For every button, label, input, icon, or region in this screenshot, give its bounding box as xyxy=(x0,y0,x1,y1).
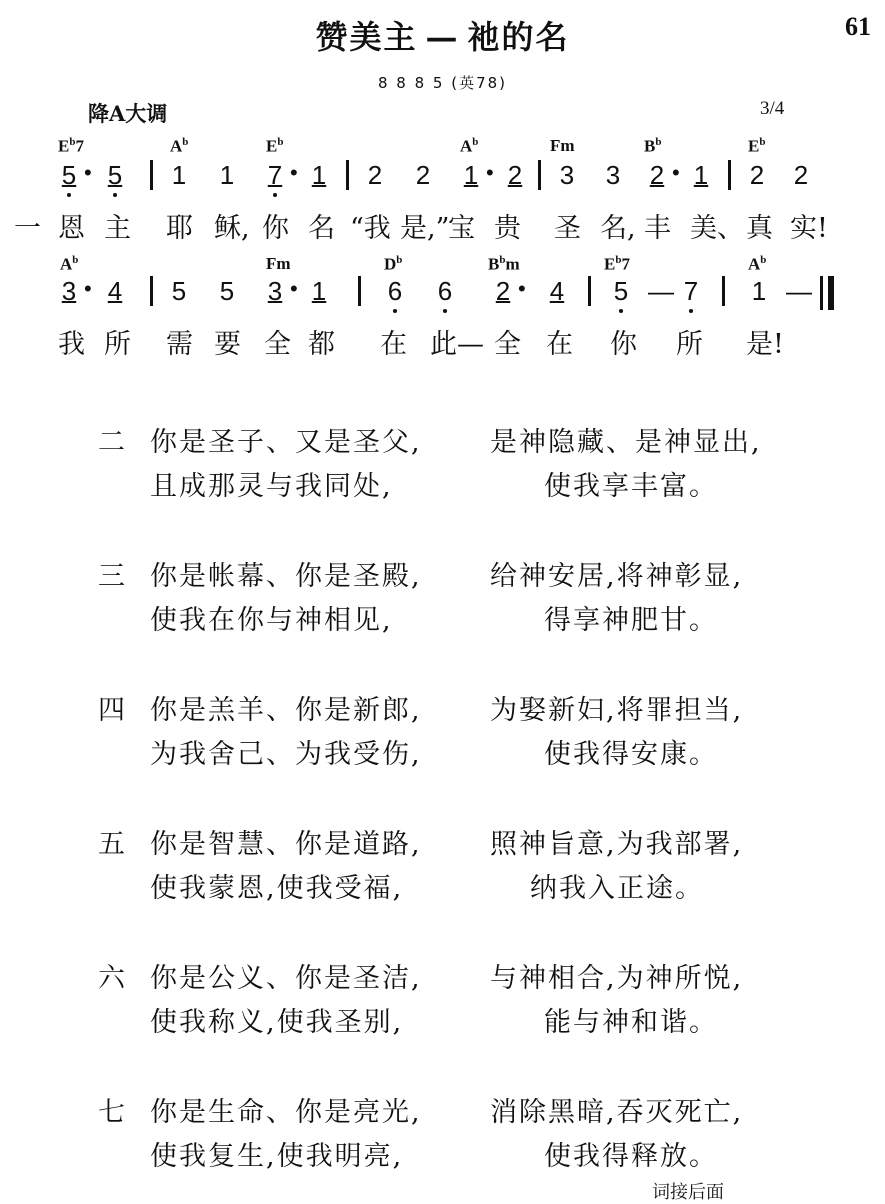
verse-line: 是神隐藏、是神显出, xyxy=(490,427,762,458)
note: 3 xyxy=(559,160,575,190)
verse-line: 你是智慧、你是道路, xyxy=(150,829,422,860)
note: 2 xyxy=(649,160,665,190)
verse-line: 消除黑暗,吞灭死亡, xyxy=(490,1097,744,1128)
dot-mark: • xyxy=(672,160,680,185)
verse-line: 你是羔羊、你是新郎, xyxy=(150,695,422,726)
note: 4 xyxy=(549,276,565,306)
lyric-syllable: 贵 xyxy=(494,213,521,244)
lyric-syllable: 在 xyxy=(546,329,573,360)
note: 3 xyxy=(267,276,283,306)
lyric-syllable: 需 xyxy=(166,329,193,360)
lyric-syllable: 在 xyxy=(380,329,407,360)
note: 3 xyxy=(605,160,621,190)
note: 5 xyxy=(613,276,629,306)
note: 2 xyxy=(367,160,383,190)
verse-number: 五 xyxy=(98,829,125,860)
verse-line: 使我复生,使我明亮, xyxy=(150,1141,404,1172)
lyric-syllable: 真 xyxy=(746,213,773,244)
title-main: 赞美主 xyxy=(315,18,418,56)
lyric-syllable: 我 xyxy=(58,329,85,360)
note: 2 xyxy=(415,160,431,190)
verse-line: 你是生命、你是亮光, xyxy=(150,1097,422,1128)
note: — xyxy=(648,276,674,306)
lyric-syllable: 美、 xyxy=(690,213,744,244)
low-octave-dot xyxy=(273,193,277,197)
verse-line: 得享神肥甘。 xyxy=(544,605,718,636)
note: 2 xyxy=(749,160,765,190)
final-bar-thick xyxy=(828,276,834,310)
note: 7 xyxy=(683,276,699,306)
lyric-syllable: 是,” xyxy=(400,213,450,244)
bar-line xyxy=(722,276,725,306)
lyric-syllable: 丰 xyxy=(644,213,671,244)
verse-number: 四 xyxy=(98,695,125,726)
lyric-syllable: 宝 xyxy=(448,213,475,244)
verse-number: 二 xyxy=(98,427,125,458)
verse-line: 为娶新妇,将罪担当, xyxy=(490,695,744,726)
dot-mark: • xyxy=(290,276,298,301)
chord-symbol: $B^b$ xyxy=(644,136,662,156)
note: 1 xyxy=(463,160,479,190)
hymn-title xyxy=(0,12,885,58)
note: 1 xyxy=(751,276,767,306)
lyric-syllable: “我 xyxy=(350,213,391,244)
note: 6 xyxy=(387,276,403,306)
note: 4 xyxy=(107,276,123,306)
lyric-syllable: 主 xyxy=(104,213,131,244)
verse-line: 使我蒙恩,使我受福, xyxy=(150,873,404,904)
dot-mark: • xyxy=(84,276,92,301)
verse-number: 六 xyxy=(98,963,125,994)
lyric-syllable: 你 xyxy=(262,213,289,244)
continued-note: 词接后面 xyxy=(652,1182,724,1203)
chord-symbol: $A^b$ xyxy=(748,254,767,274)
note: 1 xyxy=(311,160,327,190)
lyric-syllable: 是! xyxy=(746,329,784,360)
bar-line xyxy=(538,160,541,190)
lyric-syllable: 所 xyxy=(676,329,703,360)
dot-mark: • xyxy=(290,160,298,185)
chord-symbol: $A^b$ xyxy=(460,136,479,156)
note: 3 xyxy=(61,276,77,306)
note: 2 xyxy=(495,276,511,306)
low-octave-dot xyxy=(443,309,447,313)
verse-line: 且成那灵与我同处, xyxy=(150,471,393,502)
low-octave-dot xyxy=(393,309,397,313)
lyric-syllable: 全 xyxy=(494,329,521,360)
lyric-syllable: 全 xyxy=(264,329,291,360)
bar-line xyxy=(150,160,153,190)
lyric-syllable: 实! xyxy=(790,213,828,244)
low-octave-dot xyxy=(67,193,71,197)
verse-line: 你是公义、你是圣洁, xyxy=(150,963,422,994)
verse-number: 三 xyxy=(98,561,125,592)
verse-line: 使我称义,使我圣别, xyxy=(150,1007,404,1038)
chord-symbol: $E^b7$ xyxy=(604,254,630,274)
note: 1 xyxy=(219,160,235,190)
verse-line: 使我在你与神相见, xyxy=(150,605,393,636)
lyric-syllable: 耶 xyxy=(166,213,193,244)
low-octave-dot xyxy=(113,193,117,197)
note: 5 xyxy=(171,276,187,306)
dot-mark: • xyxy=(84,160,92,185)
verse-line: 为我舍己、为我受伤, xyxy=(150,739,422,770)
meter-label: 8 8 8 5 (英78) xyxy=(377,74,508,92)
bar-line xyxy=(358,276,361,306)
dot-mark: • xyxy=(518,276,526,301)
note: 1 xyxy=(311,276,327,306)
chord-symbol: $E^b$ xyxy=(748,136,766,156)
low-octave-dot xyxy=(619,309,623,313)
note: — xyxy=(786,276,812,306)
low-octave-dot xyxy=(689,309,693,313)
verse-line: 与神相合,为神所悦, xyxy=(490,963,744,994)
note: 5 xyxy=(219,276,235,306)
note: 2 xyxy=(507,160,523,190)
lyric-syllable: 要 xyxy=(214,329,241,360)
verse-line: 使我得安康。 xyxy=(544,739,718,770)
chord-symbol: $E^b7$ xyxy=(58,136,84,156)
note: 2 xyxy=(793,160,809,190)
lyric-syllable: 圣 xyxy=(554,213,581,244)
note: 5 xyxy=(61,160,77,190)
key-signature: 降A大调 xyxy=(88,101,168,126)
final-bar-thin xyxy=(820,276,823,310)
lyric-syllable: 一 xyxy=(14,213,41,244)
title-sub: 祂的名 xyxy=(467,18,570,56)
verse-line: 照神旨意,为我部署, xyxy=(490,829,744,860)
lyric-syllable: 名, xyxy=(600,213,636,244)
verse-line: 能与神和谐。 xyxy=(544,1007,718,1038)
dot-mark: • xyxy=(486,160,494,185)
page-number: 61 xyxy=(845,12,871,41)
bar-line xyxy=(728,160,731,190)
chord-symbol: Fm xyxy=(266,254,291,273)
bar-line xyxy=(150,276,153,306)
verse-line: 使我享丰富。 xyxy=(544,471,718,502)
lyric-syllable: 都 xyxy=(308,329,335,360)
note: 1 xyxy=(693,160,709,190)
note: 6 xyxy=(437,276,453,306)
verse-line: 你是圣子、又是圣父, xyxy=(150,427,422,458)
note: 7 xyxy=(267,160,283,190)
lyric-syllable: 所 xyxy=(104,329,131,360)
lyric-syllable: 你 xyxy=(610,329,637,360)
verse-number: 七 xyxy=(98,1097,125,1128)
bar-line xyxy=(588,276,591,306)
verse-line: 使我得释放。 xyxy=(544,1141,718,1172)
chord-symbol: $D^b$ xyxy=(384,254,403,274)
bar-line xyxy=(346,160,349,190)
lyric-syllable: 稣, xyxy=(214,213,250,244)
note: 1 xyxy=(171,160,187,190)
chord-symbol: $E^b$ xyxy=(266,136,284,156)
note: 5 xyxy=(107,160,123,190)
lyric-syllable: 此— xyxy=(430,329,484,360)
chord-symbol: $A^b$ xyxy=(60,254,79,274)
verse-line: 给神安居,将神彰显, xyxy=(490,561,744,592)
lyric-syllable: 恩 xyxy=(58,213,85,244)
chord-symbol: $A^b$ xyxy=(170,136,189,156)
title-dash: — xyxy=(425,18,460,56)
chord-symbol: $B^bm$ xyxy=(488,254,520,274)
chord-symbol: Fm xyxy=(550,136,575,155)
verse-line: 你是帐幕、你是圣殿, xyxy=(150,561,422,592)
lyric-syllable: 名 xyxy=(308,213,335,244)
time-signature: 3/4 xyxy=(760,98,785,119)
verse-line: 纳我入正途。 xyxy=(530,873,704,904)
